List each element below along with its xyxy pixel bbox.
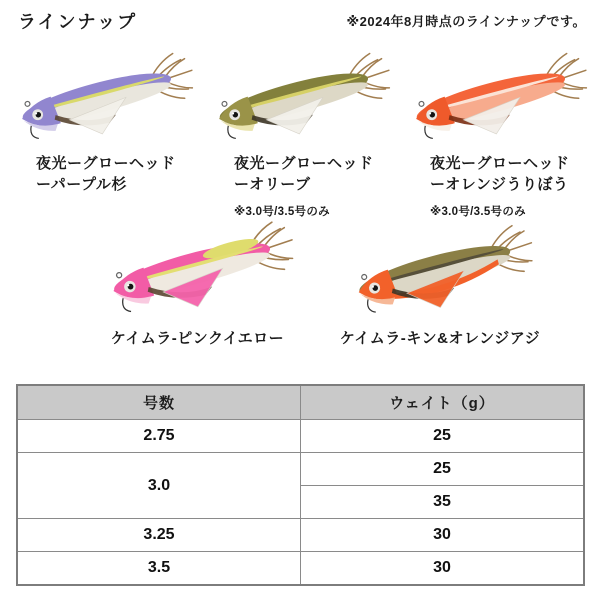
- table-row: [17, 453, 584, 486]
- table-row: [17, 519, 584, 552]
- size-cell: 3.25: [17, 519, 301, 552]
- squid-jig-image-purple: [6, 40, 198, 156]
- weight-cell: 30: [301, 519, 585, 552]
- lure-label: 夜光ーグローヘッド: [36, 155, 176, 172]
- weight-column-header: ウェイト（g）: [301, 385, 585, 420]
- lure-label: 夜光ーグローヘッド: [234, 155, 374, 172]
- size-cell: 3.5: [17, 552, 301, 586]
- table-row: [17, 552, 584, 586]
- lure-label: ーパープル杉: [36, 176, 127, 193]
- weight-cell: 25: [301, 453, 585, 486]
- lure-label: ーオリーブ: [234, 176, 311, 193]
- weight-cell: 35: [301, 486, 585, 519]
- size-column-header: 号数: [17, 385, 301, 420]
- weight-cell: 25: [301, 420, 585, 453]
- lure-caption-purple: [36, 153, 176, 195]
- squid-jig-image-pink-yellow: [85, 208, 310, 330]
- page-title: ラインナップ: [18, 12, 138, 32]
- size-weight-table: [16, 384, 585, 586]
- lure-label: 夜光ーグローヘッド: [430, 155, 570, 172]
- squid-jig-image-gold-orange: [325, 212, 555, 330]
- lure-size-note: ※3.0号/3.5号のみ: [430, 206, 526, 218]
- lure-caption-gold-orange: [322, 328, 558, 349]
- lure-size-note: ※3.0号/3.5号のみ: [234, 206, 330, 218]
- table-row: [17, 420, 584, 453]
- squid-jig-image-orange: [400, 40, 592, 156]
- size-cell: 3.0: [17, 453, 301, 519]
- lure-label: ーオレンジうりぼう: [430, 176, 569, 193]
- squid-jig-image-olive: [203, 40, 395, 156]
- lineup-date-note: ※2024年8月時点のラインナップです。: [346, 14, 586, 29]
- lure-label: ケイムラ-ピンクイエロー: [110, 330, 285, 347]
- size-cell: 2.75: [17, 420, 301, 453]
- lure-caption-orange: [430, 153, 570, 219]
- lure-label: ケイムラ-キン&オレンジアジ: [339, 330, 541, 347]
- table-header-row: [17, 385, 584, 420]
- lure-caption-pink-yellow: [85, 328, 310, 349]
- weight-cell: 30: [301, 552, 585, 586]
